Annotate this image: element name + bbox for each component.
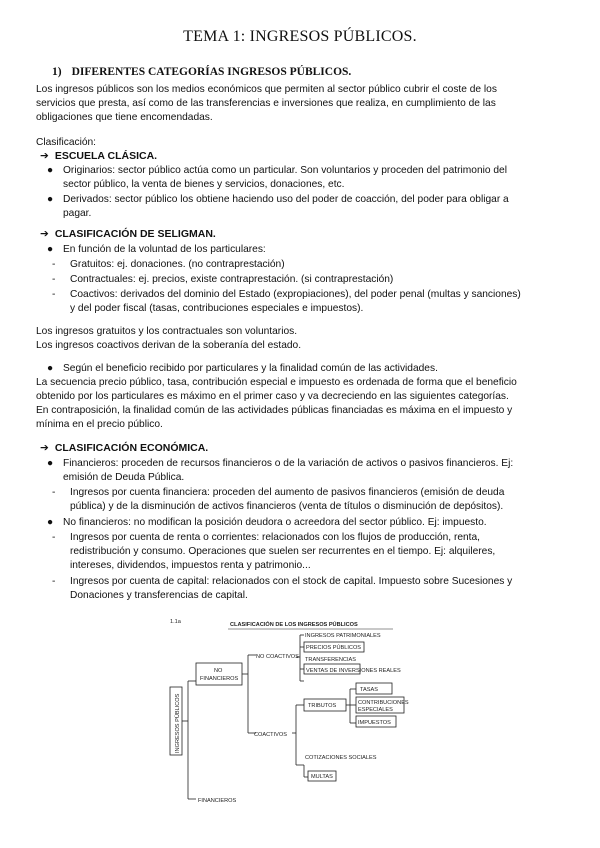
list-item: [52, 273, 600, 287]
list-item: [47, 362, 593, 376]
item-line: Ingresos por cuenta financiera: proceden del aumento de pasivos financieros (emisión de deuda: [70, 487, 505, 498]
no-fin-label-1: NO: [214, 668, 223, 674]
impuestos-label: IMPUESTOS: [358, 720, 391, 726]
diagram-title: CLASIFICACIÓN DE LOS INGRESOS PÚBLICOS: [230, 622, 358, 628]
cotizaciones-label: COTIZACIONES SOCIALES: [305, 755, 377, 761]
intro-line: obligaciones que tiene encomendadas.: [36, 112, 213, 123]
bullet-icon: ●: [47, 194, 54, 205]
list-item: [52, 531, 600, 573]
item-line: Coactivos: derivados del dominio del Estado (expropiaciones), del poder penal (multas y sanciones): [70, 289, 521, 300]
item-line: y del poder fiscal (tasas, contribuciones especiales e impuestos).: [70, 303, 364, 314]
arrow-icon: ➔: [40, 150, 49, 162]
classification-diagram: [168, 615, 588, 805]
item-line: Derivados: sector público los obtiene haciendo uso del poder de coacción, del poder para obligar a: [63, 194, 509, 205]
precios-label: PRECIOS PÚBLICOS: [306, 645, 362, 651]
dash-icon: -: [52, 487, 56, 498]
root-label: INGRESOS PÚBLICOS: [175, 693, 181, 753]
item-line: En función de la voluntad de los particulares:: [63, 244, 266, 255]
seligman-heading: [40, 228, 216, 240]
coactivos-label: COACTIVOS: [254, 732, 287, 738]
multas-label: MULTAS: [311, 774, 333, 780]
list-item: [52, 486, 600, 514]
bullet-icon: ●: [47, 363, 54, 374]
fin-label: FINANCIEROS: [198, 798, 237, 804]
item-line: pública) y de la disminución de activos financieros (venta de títulos o disminución de depósitos).: [70, 501, 504, 512]
item-line: Gratuitos: ej. donaciones. (no contraprestación): [70, 259, 285, 270]
item-line: Ingresos por cuenta de renta o corrientes: relacionados con los flujos de producción, renta,: [70, 532, 481, 543]
section-heading: [52, 66, 351, 78]
intro-line: servicios que presta, así como de las transferencias e inversiones que realiza, en cumplimiento de las: [36, 98, 496, 109]
diagram-svg: [168, 615, 588, 805]
intro-paragraph: [36, 83, 566, 125]
note-line: Los ingresos coactivos derivan de la soberanía del estado.: [36, 340, 302, 351]
item-line: pagar.: [63, 208, 92, 219]
list-item: [52, 258, 600, 272]
clasica-heading: [40, 150, 157, 162]
dash-icon: -: [52, 532, 56, 543]
intro-line: Los ingresos públicos son los medios económicos que permiten al sector público cubrir el coste de los: [36, 84, 497, 95]
item-line: Según el beneficio recibido por particulares y la finalidad común de las actividades.: [63, 363, 438, 374]
item-line: No financieros: no modifican la posición deudora o acreedora del sector público. Ej: impuesto.: [63, 517, 487, 528]
economica-heading-text: CLASIFICACIÓN ECONÓMICA.: [54, 442, 209, 454]
dash-icon: -: [52, 274, 56, 285]
para-line: obtenido por los particulares es máximo en el primer caso y va decreciendo en las siguientes categorías.: [36, 391, 509, 402]
list-item: [47, 164, 593, 192]
ing-patrimoniales-label: INGRESOS PATRIMONIALES: [305, 633, 381, 639]
transferencias-label: TRANSFERENCIAS: [305, 657, 356, 663]
dash-icon: -: [52, 259, 56, 270]
no-fin-label-2: FINANCIEROS: [200, 676, 239, 682]
item-line: redistribución y consumo. Operaciones que suelen ser recurrentes en el tiempo. Ej: alquileres,: [70, 546, 496, 557]
para-line: En contraposición, la finalidad común de las actividades públicas financiadas es máxima en el impuesto y: [36, 405, 513, 416]
list-item: [47, 457, 593, 485]
seligman-heading-text: CLASIFICACIÓN DE SELIGMAN.: [54, 228, 216, 240]
list-item: [52, 575, 600, 603]
list-item: [52, 288, 600, 316]
item-line: sector público, la venta de bienes y servicios, donaciones, etc.: [63, 179, 345, 190]
bullet-icon: ●: [47, 517, 54, 528]
dash-icon: -: [52, 289, 56, 300]
tributos-label: TRIBUTOS: [308, 703, 337, 709]
item-line: Contractuales: ej. precios, existe contraprestación. (si contraprestación): [70, 274, 394, 285]
item-line: intereses, dividendos, impuestos renta y patrimonio...: [70, 560, 311, 571]
section-number: 1): [52, 66, 62, 78]
list-item: [47, 516, 593, 530]
arrow-icon: ➔: [40, 442, 49, 454]
economica-heading: [40, 442, 208, 454]
arrow-icon: ➔: [40, 228, 49, 240]
contrib-label-1: CONTRIBUCIONES: [358, 700, 409, 706]
fig-label: 1.1a: [170, 619, 181, 625]
item-line: Donaciones y transferencias de capital.: [70, 590, 248, 601]
bullet-icon: ●: [47, 165, 54, 176]
item-line: Originarios: sector público actúa como un particular. Son voluntarios y proceden del patrimonio del: [63, 165, 507, 176]
seligman-paragraph: [36, 376, 566, 432]
clasificacion-label: Clasificación:: [36, 137, 97, 148]
list-item: [47, 193, 593, 221]
contrib-label-2: ESPECIALES: [358, 707, 393, 713]
list-item: [47, 243, 593, 257]
dash-icon: -: [52, 576, 56, 587]
para-line: La secuencia precio público, tasa, contribución especial e impuesto es ordenada de forma que el beneficio: [36, 377, 517, 388]
ventas-label: VENTAS DE INVERSIONES REALES: [306, 668, 401, 674]
page-title: TEMA 1: INGRESOS PÚBLICOS.: [183, 28, 417, 45]
bullet-icon: ●: [47, 244, 54, 255]
tasas-label: TASAS: [360, 687, 378, 693]
item-line: Financieros: proceden de recursos financieros o de la variación de activos o pasivos financieros. Ej:: [63, 458, 514, 469]
bullet-icon: ●: [47, 458, 54, 469]
note-line: Los ingresos gratuitos y los contractuales son voluntarios.: [36, 326, 298, 337]
item-line: emisión de Deuda Pública.: [63, 472, 185, 483]
para-line: mínima en el precio público.: [36, 419, 163, 430]
item-line: Ingresos por cuenta de capital: relacionados con el stock de capital. Impuesto sobre Sucesiones y: [70, 576, 513, 587]
clasica-heading-text: ESCUELA CLÁSICA.: [54, 150, 158, 162]
section-title: DIFERENTES CATEGORÍAS INGRESOS PÚBLICOS.: [71, 66, 352, 78]
seligman-note: [36, 325, 566, 353]
no-coactivos-label: NO COACTIVOS: [256, 654, 299, 660]
